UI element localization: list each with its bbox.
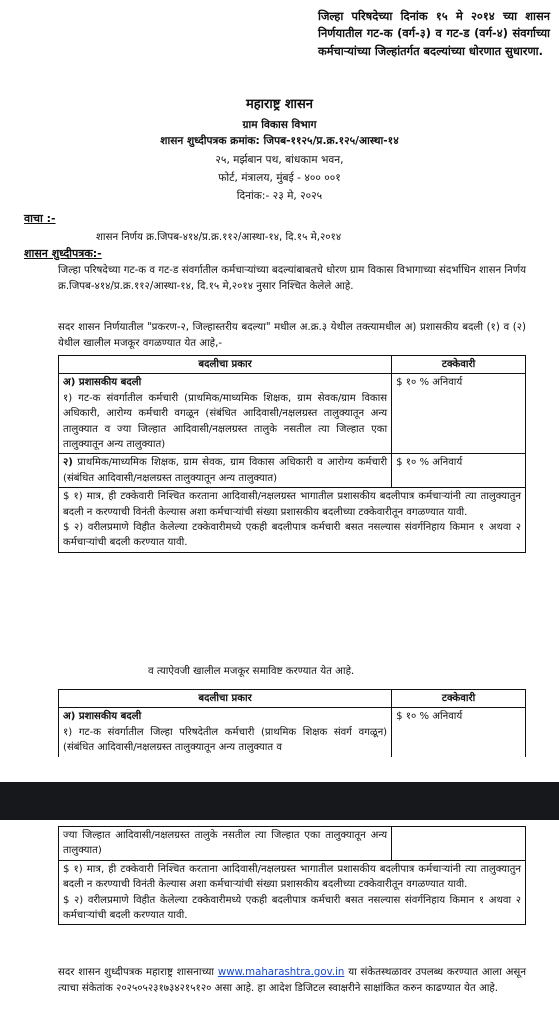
table2-row1-text-a: १) गट-क संवर्गातील जिल्हा परिषदेतील कर्मचारी (प्राथमिक शिक्षक संवर्ग वगळून) (संबंधित आदिवासी/नक्षलग्रस्त तालुक्यातून अन्य तालुक्यात व: [63, 726, 388, 754]
table-row: [59, 827, 526, 861]
corrigendum-label: शासन शुध्दीपत्रक:-: [24, 247, 102, 260]
table1-header-percent: टक्केवारी: [392, 356, 526, 374]
paragraph-1: जिल्हा परिषदेच्या गट-क व गट-ड संवर्गातील कर्मचाऱ्यांच्या बदल्यांबाबतचे धोरण ग्राम विकास विभागाच्या संदर्भाधिन शासन निर्णय क्र.जिपब-४१४/प्र.क्र.११२/आस्था-१४, दि.१५ मे,२०१४ नुसार निश्चित केलेले आहे.: [58, 265, 526, 293]
table1-row2-percent: $ १० % अनिवार्य: [392, 454, 526, 488]
table2-section-head: अ) प्रशासकीय बदली: [63, 711, 142, 723]
address-line-2: फोर्ट, मंत्रालय, मुंबई - ४०० ००१: [218, 172, 341, 184]
document-date: दिनांक:- २३ मे, २०२५: [236, 190, 323, 202]
corrigendum-number: शासन शुध्दीपत्रक क्रमांक: जिपब-११२५/प्र.क्र.१२५/आस्था-१४: [160, 135, 399, 147]
table-inserted-text-part-1: [58, 689, 526, 757]
table1-note-2: $ २) वरीलप्रमाणे विहीत केलेल्या टक्केवारीमध्ये एकही बदलीपात्र कर्मचारी बसत नसल्यास संवर्गनिहाय किमान १ अथवा २ कर्मचाऱ्यांची बदली करण्यात यावी.: [63, 522, 521, 549]
read-label: वाचा :-: [24, 212, 56, 225]
table-row: [59, 708, 526, 757]
table2-note-2: $ २) वरीलप्रमाणे विहीत केलेल्या टक्केवारीमध्ये एकही बदलीपात्र कर्मचारी बसत नसल्यास संवर्गनिहाय किमान १ अथवा २ कर्मचाऱ्यांची बदली करण्यात यावी.: [63, 894, 521, 922]
table-row: [59, 488, 526, 553]
document-page-2: [0, 820, 559, 1024]
table2-row1-percent: $ १० % अनिवार्य: [392, 708, 526, 757]
table1-section-head: अ) प्रशासकीय बदली: [63, 377, 142, 389]
page-break-bar: [0, 782, 559, 820]
table1-row1-text: १) गट-क संवर्गातील कर्मचारी (प्राथमिक/माध्यमिक शिक्षक, ग्राम सेवक/ग्राम विकास अधिकारी, आरोग्य कर्मचारी वगळून (संबंधित आदिवासी/नक्षलग्रस्त तालुक्यातून अन्य तालुक्यात व ज्या जिल्हात आदिवासी/नक्षलग्रस्त तालुके नसतील त्या जिल्हात एका तालुक्यातून अन्य तालुक्यात): [63, 392, 388, 451]
table-row: [59, 454, 526, 488]
table2-row1-text-b: ज्या जिल्हात आदिवासी/नक्षलग्रस्त तालुके नसतील त्या जिल्हात एका तालुक्यातून अन्य तालुक्यात): [59, 827, 392, 861]
table1-row2-num: २): [63, 457, 73, 469]
table-row: [59, 860, 526, 925]
address-line-1: २५, मर्झबान पथ, बांधकाम भवन,: [215, 154, 344, 166]
table1-row2-text: प्राथमिक/माध्यमिक शिक्षक, ग्राम सेवक, ग्राम विकास अधिकारी व आरोग्य कर्मचारी (संबंधित आदिवासी/नक्षलग्रस्त तालुक्यातून अन्य तालुक्यात): [63, 457, 388, 484]
paragraph-3: व त्याऐवजी खालील मजकूर समाविष्ट करण्यात येत आहे.: [148, 666, 355, 677]
table2-note-1: $ १) मात्र, ही टक्केवारी निश्चित करताना आदिवासी/नक्षलग्रस्त भागातील प्रशासकीय बदलीपात्र कर्मचाऱ्यांनी त्या तालुक्यातुन बदली न करण्याची विनंती केल्यास अशा कर्मचाऱ्यांची संख्या प्रशासकीय बदलीच्या टक्केवारीतून वगळण्यात यावी.: [63, 863, 521, 891]
document-subject: जिल्हा परिषदेच्या दिनांक १५ मे २०१४ च्या शासन निर्णयातील गट-क (वर्ग-३) व गट-ड (वर्ग-४) संवर्गाच्या कर्मचाऱ्यांच्या जिल्हांतर्गत बदल्यांच्या धोरणात सुधारणा.: [318, 9, 550, 58]
footer-paragraph: सदर शासन शुध्दीपत्रक महाराष्ट्र शासनाच्या www.maharashtra.gov.in या संकेतस्थळावर उपलब्ध करण्यात आला असून त्याचा संकेतांक २०२५०५२३१७३४२१५१२० असा आहे. हा आदेश डिजिटल स्वाक्षरीने साक्षांकित करुन काढण्यात येत आहे.: [58, 967, 526, 995]
table-row: [59, 374, 526, 454]
govt-name: महाराष्ट्र शासन: [245, 97, 314, 112]
table-inserted-text-part-2: [58, 826, 526, 925]
reference-text: शासन निर्णय क्र.जिपब-४१४/प्र.क्र.११२/आस्था-१४, दि.१५ मे,२०१४: [96, 232, 342, 243]
paragraph-2: सदर शासन निर्णयातील "प्रकरण-२, जिल्हास्तरीय बदल्या" मधील अ.क्र.३ येथील तक्त्यामधील अ) प्रशासकीय बदली (१) व (२) येथील खालील मजकूर वगळण्यात येत आहे,-: [58, 322, 526, 350]
table1-header-type: बदलीचा प्रकार: [59, 356, 392, 374]
department-name: ग्राम विकास विभाग: [242, 119, 317, 131]
website-link[interactable]: www.maharashtra.gov.in: [217, 967, 345, 978]
table-removed-text: [58, 355, 526, 553]
table1-note-1: $ १) मात्र, ही टक्केवारी निश्चित करताना आदिवासी/नक्षलग्रस्त भागातील प्रशासकीय बदलीपात्र कर्मचाऱ्यांनी त्या तालुक्यातुन बदली न करण्याची विनंती केल्यास अशा कर्मचाऱ्यांची संख्या प्रशासकीय बदलीच्या टक्केवारीतून वगळण्यात यावी.: [63, 491, 521, 518]
table2-header-percent: टक्केवारी: [392, 690, 526, 708]
table1-row1-percent: $ १० % अनिवार्य: [392, 374, 526, 454]
table2-header-type: बदलीचा प्रकार: [59, 690, 392, 708]
